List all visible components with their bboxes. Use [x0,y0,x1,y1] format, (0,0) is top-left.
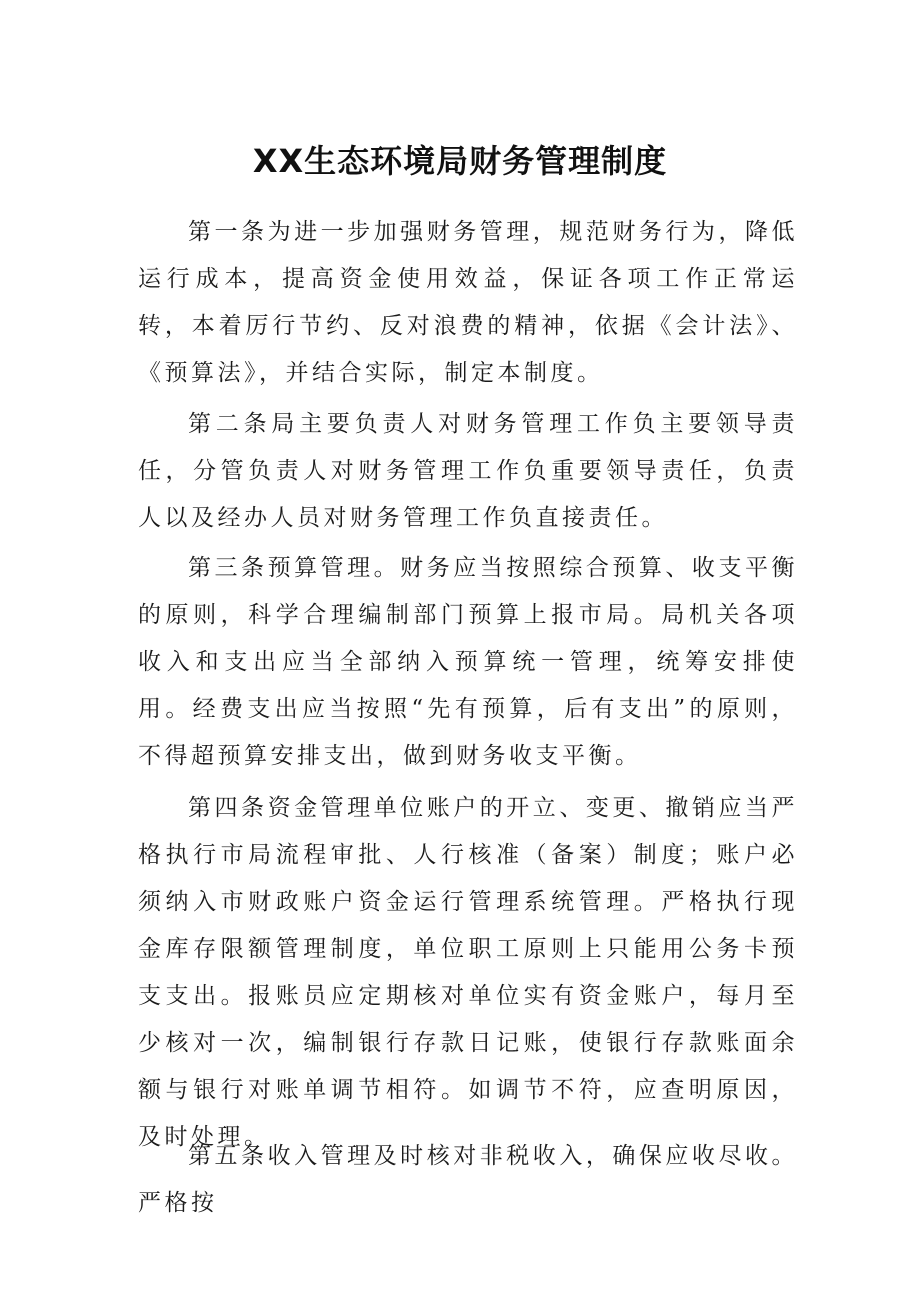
article-1-paragraph: 第一条为进一步加强财务管理，规范财务行为，降低运行成本，提高资金使用效益，保证各项工作正常运转，本着厉行节约、反对浪费的精神，依据《会计法》、《预算法》，并结合实际，制定本制度。 [138,219,798,386]
article-3-paragraph: 第三条预算管理。财务应当按照综合预算、收支平衡的原则，科学合理编制部门预算上报市局。局机关各项收入和支出应当全部纳入预算统一管理，统筹安排使用。经费支出应当按照“先有预算，后有支出”的原则，不得超预算安排支出，做到财务收支平衡。 [138,555,798,769]
article-2-paragraph: 第二条局主要负责人对财务管理工作负主要领导责任，分管负责人对财务管理工作负重要领导责任，负责人以及经办人员对财务管理工作负直接责任。 [138,411,798,531]
document-title: XX生态环境局财务管理制度 [252,142,668,180]
article-5-paragraph: 第五条收入管理及时核对非税收入，确保应收尽收。严格按 [138,1143,798,1216]
article-4-paragraph: 第四条资金管理单位账户的开立、变更、撤销应当严格执行市局流程审批、人行核准（备案）制度；账户必须纳入市财政账户资金运行管理系统管理。严格执行现金库存限额管理制度，单位职工原则上只能用公务卡预支支出。报账员应定期核对单位实有资金账户，每月至少核对一次，编制银行存款日记账，使银行存款账面余额与银行对账单调节相符。如调节不符，应查明原因，及时处理。 [138,795,798,1150]
